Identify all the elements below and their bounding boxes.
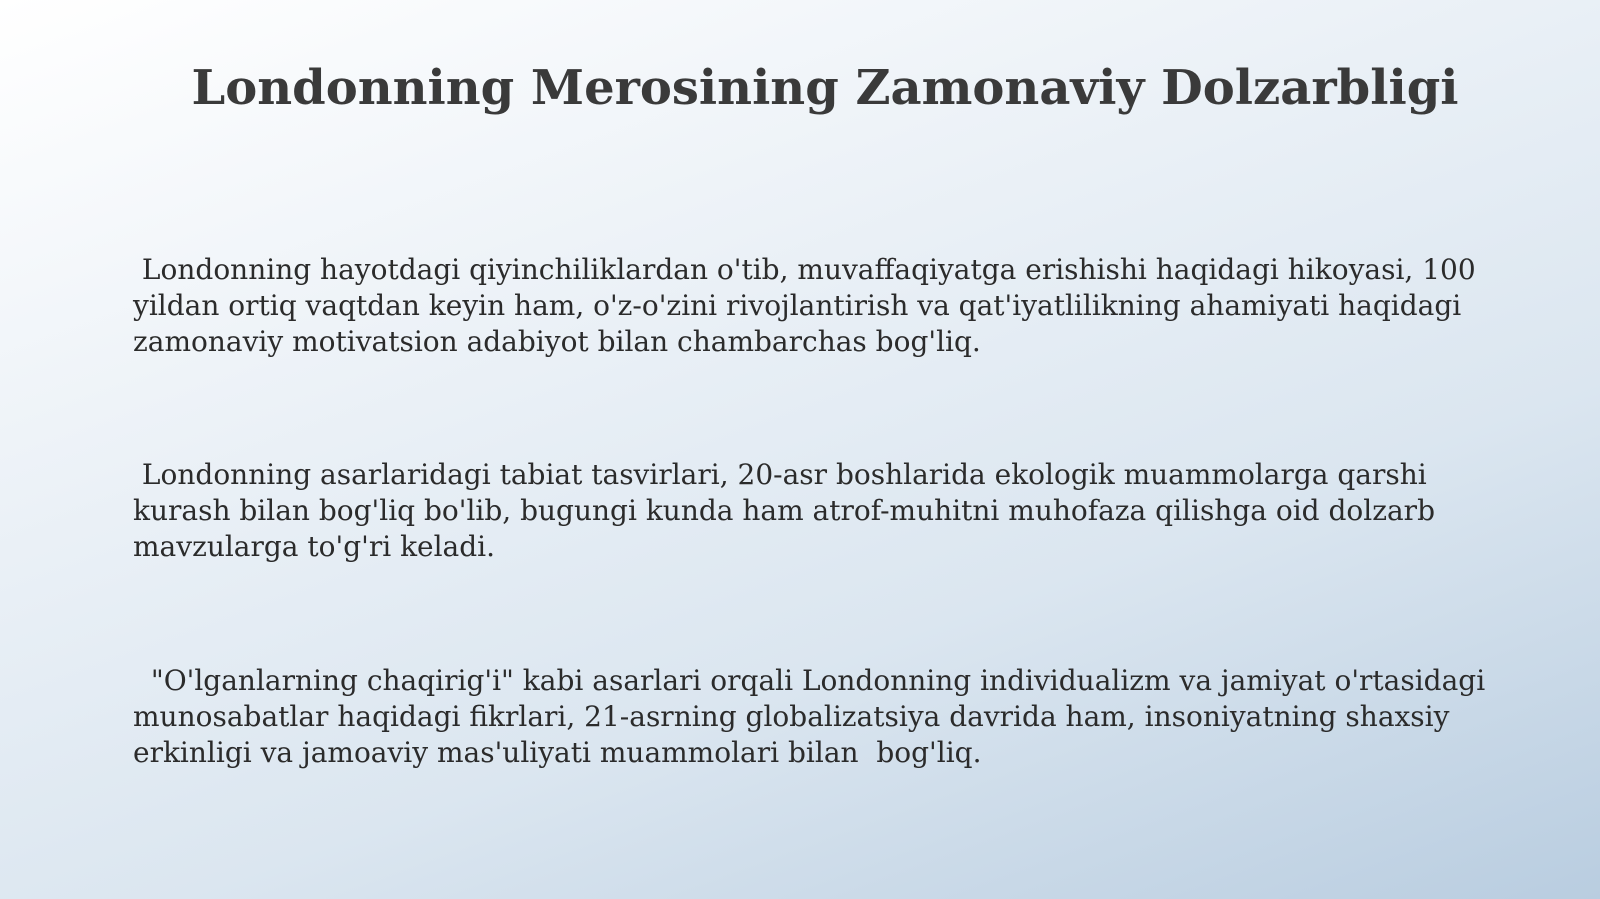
slide-title: Londonning Merosining Zamonaviy Dolzarbligi xyxy=(191,60,1459,116)
paragraph-nature: Londonning asarlaridagi tabiat tasvirlari, 20-asr boshlarida ekologik muammolarga qarshi kurash bilan bog'liq bo'lib, bugungi kunda ham atrof-muhitni muhofaza qilishga oid dolzarb mavzularga to'g'ri keladi. xyxy=(133,458,1444,563)
paragraph-motivation: Londonning hayotdagi qiyinchiliklardan o'tib, muvaffaqiyatga erishishi haqidagi hikoyasi, 100 yildan ortiq vaqtdan keyin ham, o'z-o'zini rivojlantirish va qat'iyatlilikning ahamiyati haqidagi zamonaviy motivatsion adabiyot bilan chambarchas bog'liq. xyxy=(133,253,1485,358)
paragraph-individualism: "O'lganlarning chaqirig'i" kabi asarlari orqali Londonning individualizm va jamiyat o'rtasidagi munosabatlar haqidagi fikrlari, 21-asrning globalizatsiya davrida ham, insoniyatning shaxsiy erkinligi va jamoaviy mas'uliyati muammolari bilan bog'liq. xyxy=(133,664,1495,769)
